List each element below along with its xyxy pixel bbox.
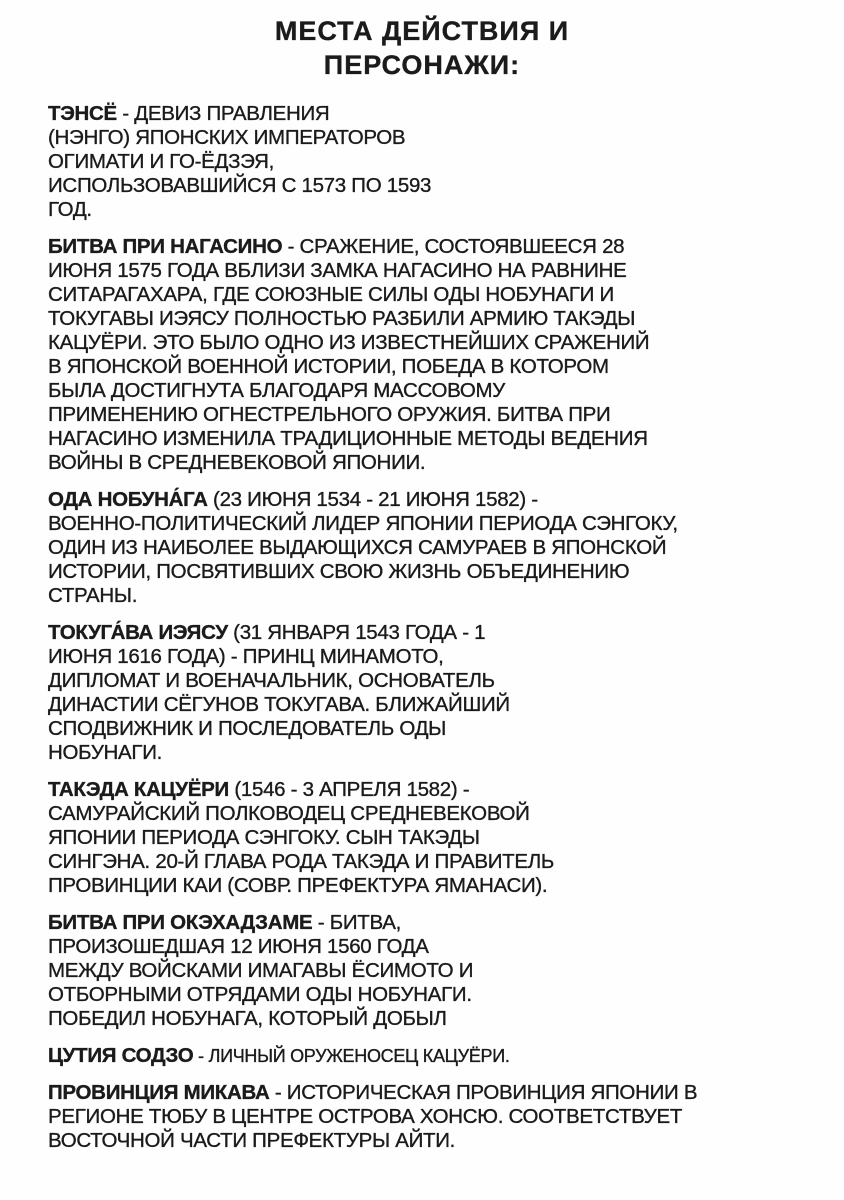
entry-text: ВОЕННО-ПОЛИТИЧЕСКИЙ ЛИДЕР ЯПОНИИ ПЕРИОДА СЭНГОКУ,: [48, 512, 678, 535]
glossary-entry: [48, 488, 844, 608]
entry-text: (НЭНГО) ЯПОНСКИХ ИМПЕРАТОРОВ: [48, 126, 406, 149]
entry-line: [48, 488, 844, 512]
entry-line: [48, 235, 844, 259]
entry-text: - СРАЖЕНИЕ, СОСТОЯВШЕЕСЯ 28: [282, 235, 625, 258]
entry-text: ИСПОЛЬЗОВАВШИЙСЯ С 1573 ПО 1593: [48, 174, 432, 197]
entry-text: НАГАСИНО ИЗМЕНИЛА ТРАДИЦИОННЫЕ МЕТОДЫ ВЕДЕНИЯ: [48, 427, 648, 450]
entry-line: [48, 621, 844, 645]
entry-text: В ЯПОНСКОЙ ВОЕННОЙ ИСТОРИИ, ПОБЕДА В КОТОРОМ: [48, 355, 609, 378]
entry-text: - ЛИЧНЫЙ ОРУЖЕНОСЕЦ КАЦУЁРИ.: [193, 1046, 510, 1066]
entry-line: [48, 778, 844, 802]
entry-term: БИТВА ПРИ ОКЭХАДЗАМЕ: [48, 911, 313, 934]
entry-term: ОДА НОБУНА́ГА: [48, 488, 208, 511]
entry-text: (31 ЯНВАРЯ 1543 ГОДА - 1: [227, 621, 486, 644]
glossary-entry: [48, 778, 844, 898]
glossary-entries: [48, 102, 844, 1153]
entry-text: ИСТОРИИ, ПОСВЯТИВШИХ СВОЮ ЖИЗНЬ ОБЪЕДИНЕНИЮ: [48, 560, 630, 583]
entry-text: ЯПОНИИ ПЕРИОДА СЭНГОКУ. СЫН ТАКЭДЫ: [48, 826, 480, 849]
entry-term: ЦУТИЯ СОДЗО: [48, 1044, 194, 1067]
glossary-entry: [48, 235, 844, 475]
glossary-entry: [48, 102, 844, 222]
glossary-entry: [48, 911, 844, 1031]
entry-term: БИТВА ПРИ НАГАСИНО: [48, 235, 283, 258]
entry-text: ТОКУГАВЫ ИЭЯСУ ПОЛНОСТЬЮ РАЗБИЛИ АРМИЮ ТАКЭДЫ: [48, 307, 636, 330]
entry-term: ТЭНСЁ: [48, 102, 117, 125]
entry-text: - БИТВА,: [312, 911, 401, 934]
entry-text: ДИПЛОМАТ И ВОЕНАЧАЛЬНИК, ОСНОВАТЕЛЬ: [48, 669, 495, 692]
entry-text: КАЦУЁРИ. ЭТО БЫЛО ОДНО ИЗ ИЗВЕСТНЕЙШИХ СРАЖЕНИЙ: [48, 331, 650, 354]
entry-text: СИНГЭНА. 20-Й ГЛАВА РОДА ТАКЭДА И ПРАВИТЕЛЬ: [48, 850, 555, 873]
entry-text: (1546 - 3 АПРЕЛЯ 1582) -: [228, 778, 470, 801]
entry-term: ПРОВИНЦИЯ МИКАВА: [48, 1081, 270, 1104]
entry-line: [48, 102, 844, 126]
entry-text: СПОДВИЖНИК И ПОСЛЕДОВАТЕЛЬ ОДЫ: [48, 717, 447, 740]
page-title: [0, 0, 844, 82]
entry-text: ОТБОРНЫМИ ОТРЯДАМИ ОДЫ НОБУНАГИ.: [48, 983, 472, 1006]
entry-text: ГОД.: [48, 198, 92, 221]
entry-line: [48, 1081, 844, 1105]
entry-text: ОГИМАТИ И ГО-ЁДЗЭЯ,: [48, 150, 275, 173]
entry-text: ПОБЕДИЛ НОБУНАГА, КОТОРЫЙ ДОБЫЛ: [48, 1007, 447, 1030]
entry-text: ПРИМЕНЕНИЮ ОГНЕСТРЕЛЬНОГО ОРУЖИЯ. БИТВА ПРИ: [48, 403, 611, 426]
entry-term: ТОКУГА́ВА ИЭЯСУ: [48, 621, 228, 644]
entry-text: РЕГИОНЕ ТЮБУ В ЦЕНТРЕ ОСТРОВА ХОНСЮ. СООТВЕТСТВУЕТ: [48, 1105, 683, 1128]
entry-text: ОДИН ИЗ НАИБОЛЕЕ ВЫДАЮЩИХСЯ САМУРАЕВ В ЯПОНСКОЙ: [48, 536, 667, 559]
glossary-entry: [48, 1081, 844, 1153]
entry-text: СИТАРАГАХАРА, ГДЕ СОЮЗНЫЕ СИЛЫ ОДЫ НОБУНАГИ И: [48, 283, 614, 306]
entry-text: САМУРАЙСКИЙ ПОЛКОВОДЕЦ СРЕДНЕВЕКОВОЙ: [48, 802, 530, 825]
entry-text: СТРАНЫ.: [48, 584, 138, 607]
page-title-line-1: МЕСТА ДЕЙСТВИЯ И: [274, 16, 570, 46]
entry-text: ПРОИЗОШЕДШАЯ 12 ИЮНЯ 1560 ГОДА: [48, 935, 429, 958]
entry-line: [48, 1044, 844, 1068]
entry-text: ВОЙНЫ В СРЕДНЕВЕКОВОЙ ЯПОНИИ.: [48, 451, 426, 474]
entry-text: ВОСТОЧНОЙ ЧАСТИ ПРЕФЕКТУРЫ АЙТИ.: [48, 1129, 456, 1152]
entry-text: ДИНАСТИИ СЁГУНОВ ТОКУГАВА. БЛИЖАЙШИЙ: [48, 693, 510, 716]
entry-text: ИЮНЯ 1575 ГОДА ВБЛИЗИ ЗАМКА НАГАСИНО НА РАВНИНЕ: [48, 259, 627, 282]
entry-text: - ДЕВИЗ ПРАВЛЕНИЯ: [116, 102, 330, 125]
entry-text: ПРОВИНЦИИ КАИ (СОВР. ПРЕФЕКТУРА ЯМАНАСИ).: [48, 874, 548, 897]
entry-text: БЫЛА ДОСТИГНУТА БЛАГОДАРЯ МАССОВОМУ: [48, 379, 506, 402]
glossary-entry: [48, 621, 844, 765]
entry-text: (23 ИЮНЯ 1534 - 21 ИЮНЯ 1582) -: [207, 488, 538, 511]
entry-line: [48, 911, 844, 935]
page-title-line-2: ПЕРСОНАЖИ:: [323, 50, 521, 80]
entry-text: ИЮНЯ 1616 ГОДА) - ПРИНЦ МИНАМОТО,: [48, 645, 444, 668]
entry-term: ТАКЭДА КАЦУЁРИ: [48, 778, 229, 801]
entry-text: НОБУНАГИ.: [48, 741, 163, 764]
entry-text: - ИСТОРИЧЕСКАЯ ПРОВИНЦИЯ ЯПОНИИ В: [269, 1081, 698, 1104]
entry-text: МЕЖДУ ВОЙСКАМИ ИМАГАВЫ ЁСИМОТО И: [48, 959, 474, 982]
glossary-entry: [48, 1044, 844, 1068]
